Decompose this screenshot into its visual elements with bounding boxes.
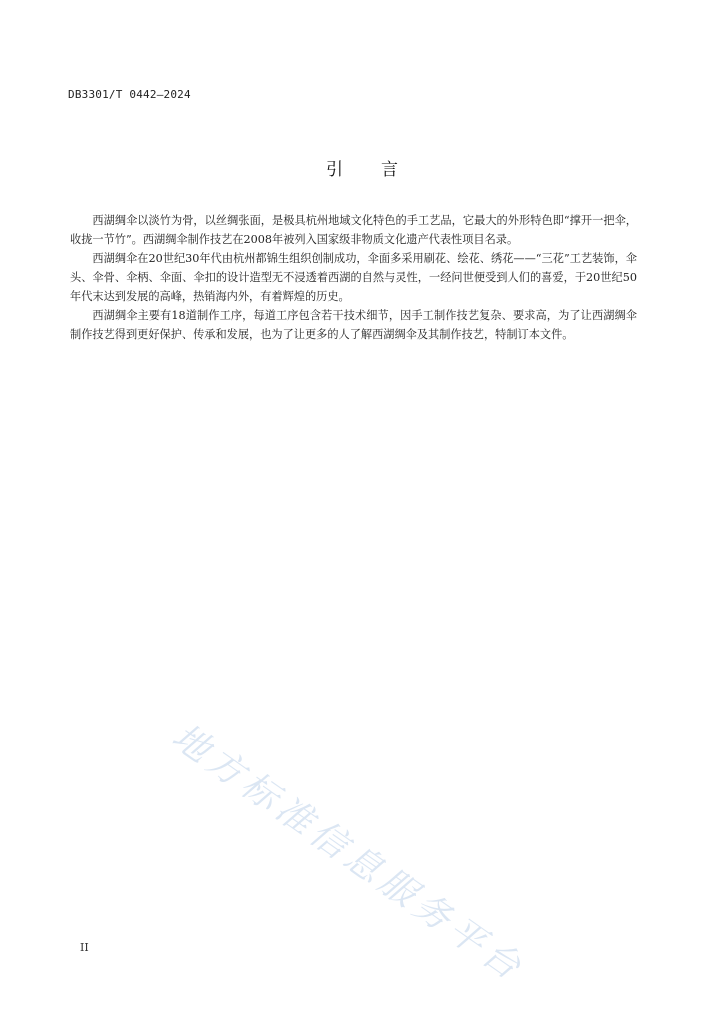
paragraph-2: 西湖绸伞在20世纪30年代由杭州都锦生组织创制成功，伞面多采用刷花、绘花、绣花——“三花”工艺装饰，伞头、伞骨、伞柄、伞面、伞扣的设计造型无不浸透着西湖的自然与灵性，一经问世便受到人们的喜爱，于20世纪50年代末达到发展的高峰，热销海内外，有着辉煌的历史。 [70,252,637,303]
watermark: 地方标准信息服务平台 [164,716,533,991]
section-title [0,155,724,180]
section-title-char-1: 引 [326,160,343,180]
page-number: II [80,941,89,954]
paragraph-1: 西湖绸伞以淡竹为骨，以丝绸张面，是极具杭州地域文化特色的手工艺品，它最大的外形特色即“撑开一把伞，收拢一节竹”。西湖绸伞制作技艺在2008年被列入国家级非物质文化遗产代表性项目名录。 [70,214,637,246]
introduction-body [70,211,637,344]
paragraph-3: 西湖绸伞主要有18道制作工序，每道工序包含若干技术细节，因手工制作技艺复杂、要求高，为了让西湖绸伞制作技艺得到更好保护、传承和发展，也为了让更多的人了解西湖绸伞及其制作技艺，特制订本文件。 [70,309,637,341]
section-title-char-2: 言 [381,160,398,180]
document-code: DB3301/T 0442—2024 [68,88,191,101]
